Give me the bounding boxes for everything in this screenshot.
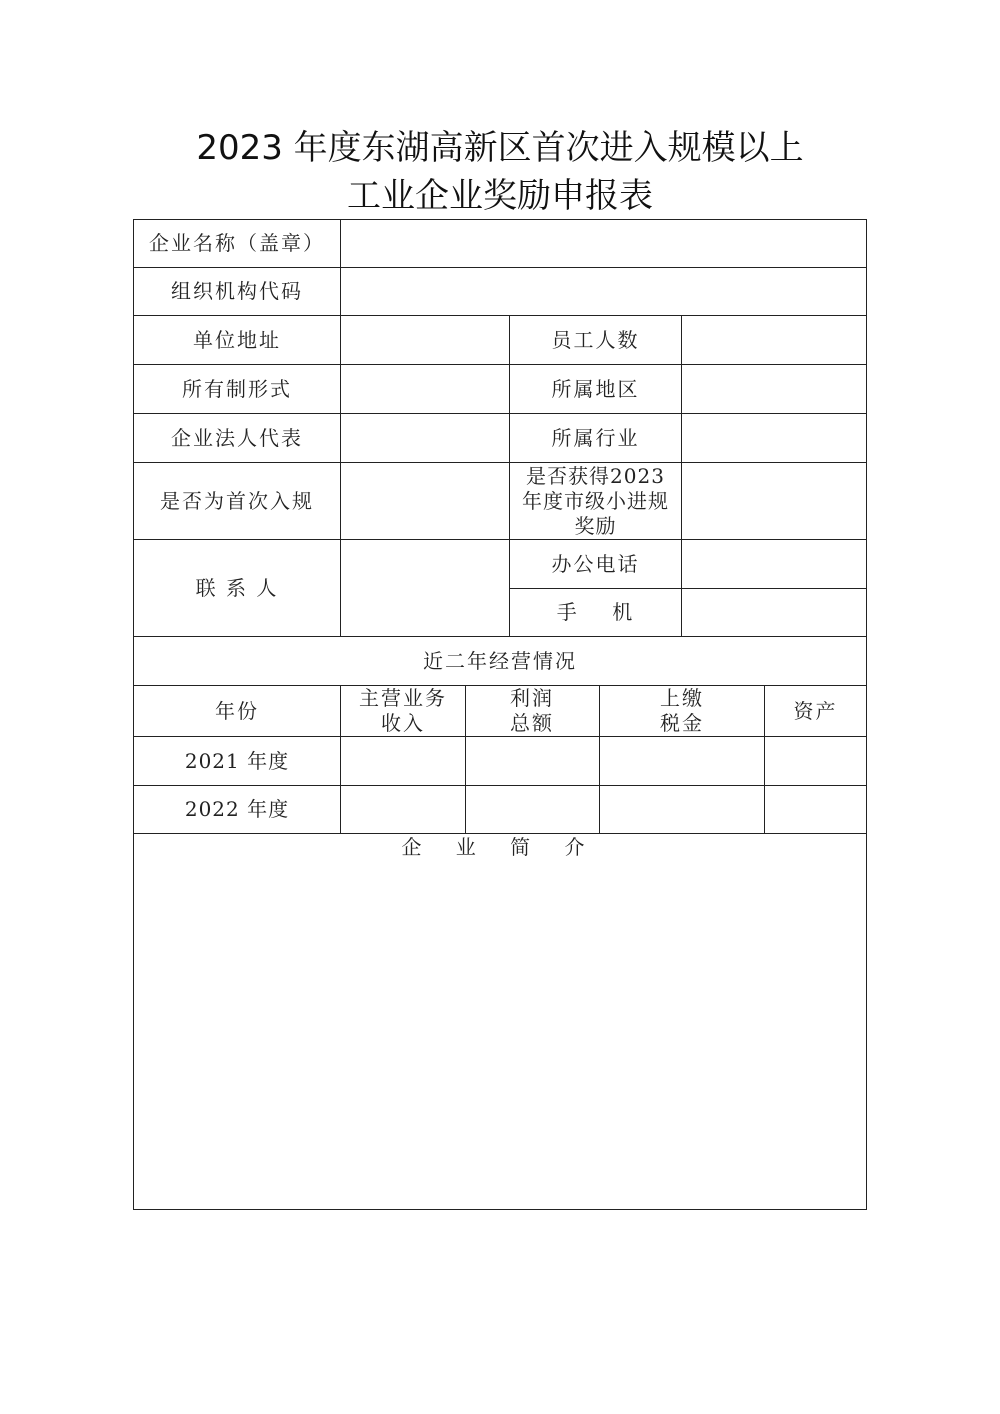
legal-rep-field[interactable] xyxy=(341,414,509,462)
assets-2022-field[interactable] xyxy=(765,786,866,833)
industry-label: 所属行业 xyxy=(551,425,640,450)
mobile-label: 手 机 xyxy=(556,600,635,624)
tax-2022-field[interactable] xyxy=(600,786,764,833)
ownership-label: 所有制形式 xyxy=(182,376,292,401)
company-profile-field[interactable] xyxy=(134,862,866,1208)
address-label: 单位地址 xyxy=(193,327,281,352)
employees-field[interactable] xyxy=(682,316,866,364)
col-tax-header: 上缴税金 xyxy=(660,686,704,735)
ops-section-heading: 近二年经营情况 xyxy=(423,648,577,673)
contact-label: 联 系 人 xyxy=(195,575,279,600)
form-title-line2: 工业企业奖励申报表 xyxy=(347,176,653,216)
assets-2021-field[interactable] xyxy=(765,737,866,785)
city-award-field[interactable] xyxy=(682,463,866,539)
legal-rep-label: 企业法人代表 xyxy=(171,425,303,450)
company-name-label: 企业名称（盖章） xyxy=(149,231,325,255)
row-2022-label: 2022 年度 xyxy=(184,797,290,821)
profit-2021-field[interactable] xyxy=(466,737,599,785)
row-2021-label: 2021 年度 xyxy=(184,748,290,773)
form-title-line1: 2023 年度东湖高新区首次进入规模以上 xyxy=(196,128,804,168)
ownership-field[interactable] xyxy=(341,365,509,413)
profit-2022-field[interactable] xyxy=(466,786,599,833)
region-label: 所属地区 xyxy=(551,376,640,401)
col-year-header: 年份 xyxy=(215,698,259,723)
col-profit-header: 利润总额 xyxy=(510,686,554,735)
col-revenue-header: 主营业务收入 xyxy=(359,686,447,735)
first-entry-label: 是否为首次入规 xyxy=(160,488,314,513)
first-entry-field[interactable] xyxy=(341,463,509,539)
company-name-field[interactable] xyxy=(341,220,866,267)
col-assets-header: 资产 xyxy=(793,698,838,723)
mobile-field[interactable] xyxy=(682,589,866,636)
revenue-2021-field[interactable] xyxy=(341,737,465,785)
tax-2021-field[interactable] xyxy=(600,737,764,785)
office-phone-label: 办公电话 xyxy=(551,551,640,576)
region-field[interactable] xyxy=(682,365,866,413)
city-award-label: 是否获得2023年度市级小进规奖励 xyxy=(522,463,669,538)
office-phone-field[interactable] xyxy=(682,540,866,588)
address-field[interactable] xyxy=(341,316,509,364)
org-code-field[interactable] xyxy=(341,268,866,315)
profile-heading: 企 业 简 介 xyxy=(401,834,599,859)
org-code-label: 组织机构代码 xyxy=(171,279,303,303)
revenue-2022-field[interactable] xyxy=(341,786,465,833)
industry-field[interactable] xyxy=(682,414,866,462)
contact-field[interactable] xyxy=(341,540,509,636)
employees-label: 员工人数 xyxy=(551,327,640,352)
